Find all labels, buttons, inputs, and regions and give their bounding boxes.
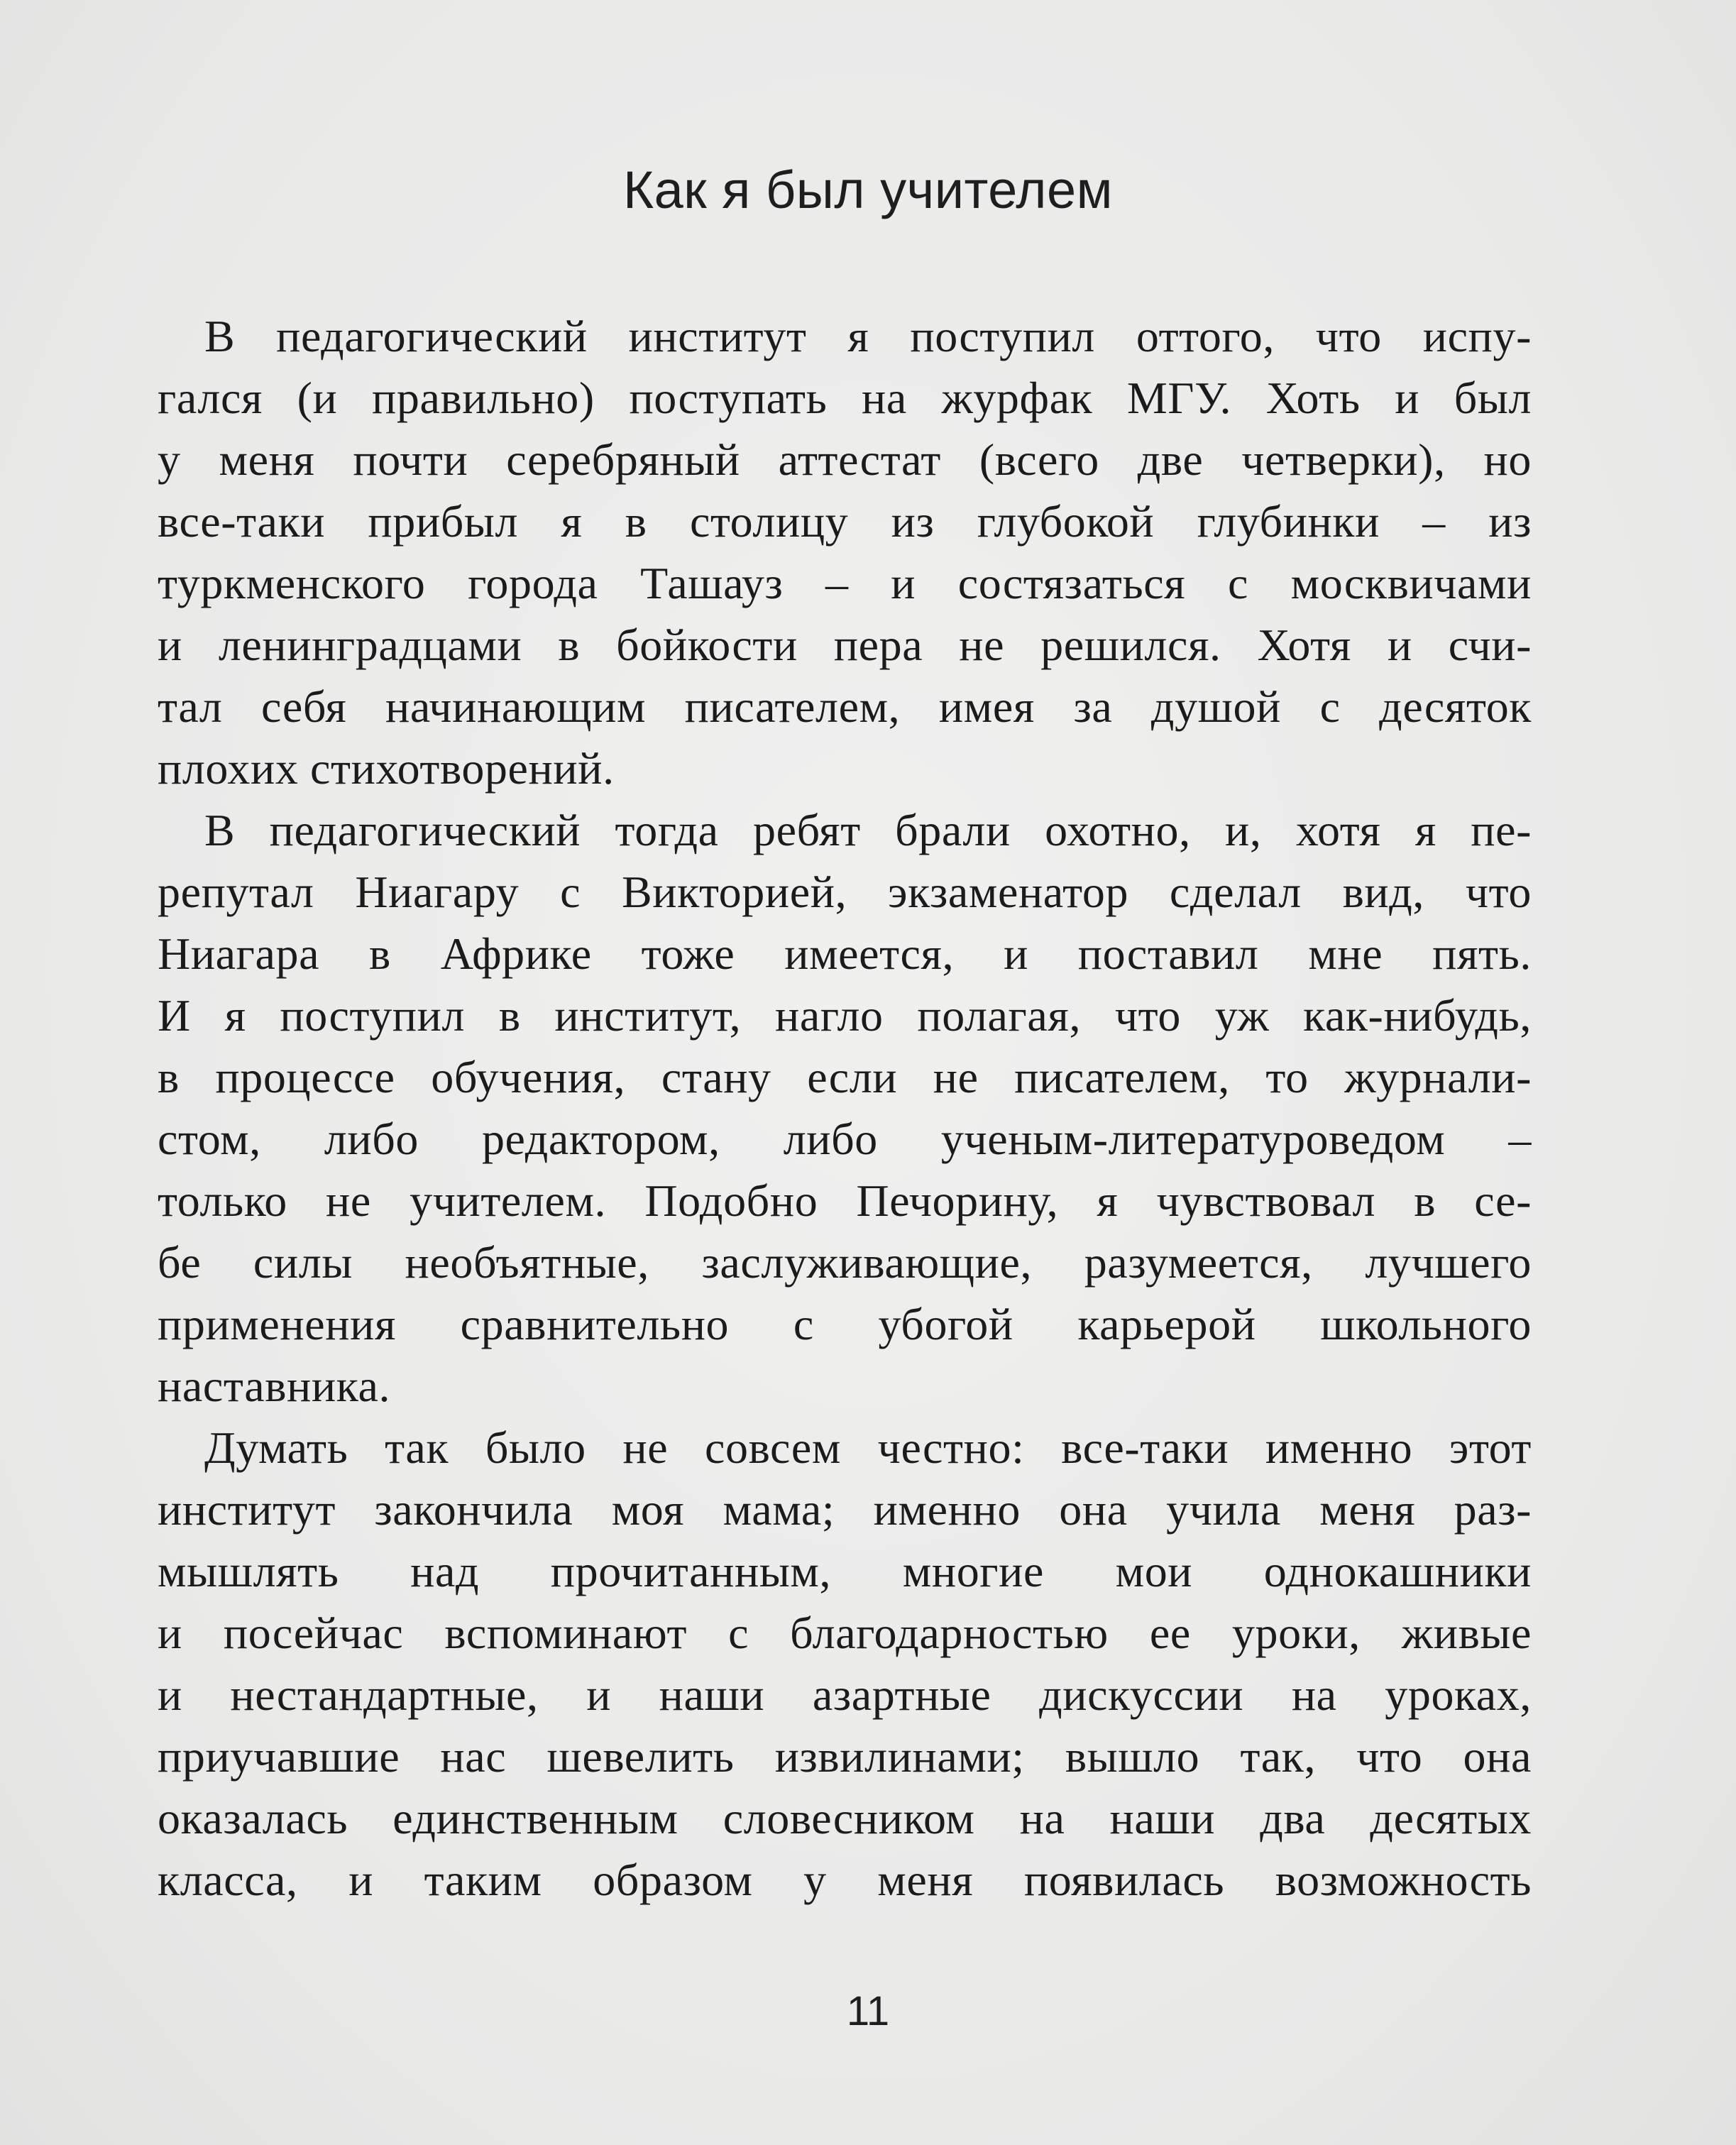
paragraph-1-line: тал себя начинающим писателем, имея за душой с десяток xyxy=(158,681,1532,732)
paragraph-2-line: стом, либо редактором, либо ученым-литературоведом – xyxy=(158,1114,1532,1164)
body-text xyxy=(158,305,1532,1911)
paragraph-2-line: Ниагара в Африке тоже имеется, и поставил мне пять. xyxy=(158,928,1532,979)
paragraph-1-line: В педагогический институт я поступил оттого, что испу- xyxy=(204,311,1532,361)
paragraph-3-line: Думать так было не совсем честно: все-таки именно этот xyxy=(204,1422,1532,1473)
chapter-title: Как я был учителем xyxy=(623,160,1113,219)
paragraph-1-line: у меня почти серебряный аттестат (всего две четверки), но xyxy=(158,434,1532,485)
paragraph-1-line: плохих стихотворений. xyxy=(158,743,615,794)
paragraph-2-line: в процессе обучения, стану если не писателем, то журнали- xyxy=(158,1052,1532,1102)
paragraph-1-line: туркменского города Ташауз – и состязаться с москвичами xyxy=(158,558,1532,608)
paragraph-2-line: репутал Ниагару с Викторией, экзаменатор сделал вид, что xyxy=(158,867,1532,917)
paragraph-1-line: и ленинградцами в бойкости пера не решился. Хотя и счи- xyxy=(158,620,1532,670)
paragraph-1-line: гался (и правильно) поступать на журфак МГУ. Хоть и был xyxy=(158,373,1532,423)
paragraph-3-line: приучавшие нас шевелить извилинами; вышло так, что она xyxy=(158,1731,1532,1782)
paragraph-3-line: и посейчас вспоминают с благодарностью ее уроки, живые xyxy=(158,1608,1532,1658)
page-number: 11 xyxy=(846,1988,890,2034)
paragraph-1-line: все-таки прибыл я в столицу из глубокой глубинки – из xyxy=(158,496,1532,547)
paragraph-2-line: В педагогический тогда ребят брали охотно, и, хотя я пе- xyxy=(204,805,1532,855)
paragraph-2-line: наставника. xyxy=(158,1361,391,1411)
paragraph-2-line: бе силы необъятные, заслуживающие, разумеется, лучшего xyxy=(158,1237,1532,1288)
paragraph-3-line: и нестандартные, и наши азартные дискуссии на уроках, xyxy=(158,1669,1532,1720)
paragraph-2-line: применения сравнительно с убогой карьерой школьного xyxy=(158,1299,1532,1349)
paragraph-3-line: мышлять над прочитанным, многие мои однокашники xyxy=(158,1546,1532,1596)
paragraph-3-line: класса, и таким образом у меня появилась возможность xyxy=(158,1855,1532,1905)
paragraph-3-line: институт закончила моя мама; именно она учила меня раз- xyxy=(158,1484,1532,1535)
paragraph-2-line: только не учителем. Подобно Печорину, я чувствовал в се- xyxy=(158,1175,1532,1226)
paragraph-3-line: оказалась единственным словесником на наши два десятых xyxy=(158,1793,1532,1843)
paragraph-2-line: И я поступил в институт, нагло полагая, что уж как-нибудь, xyxy=(158,990,1532,1041)
